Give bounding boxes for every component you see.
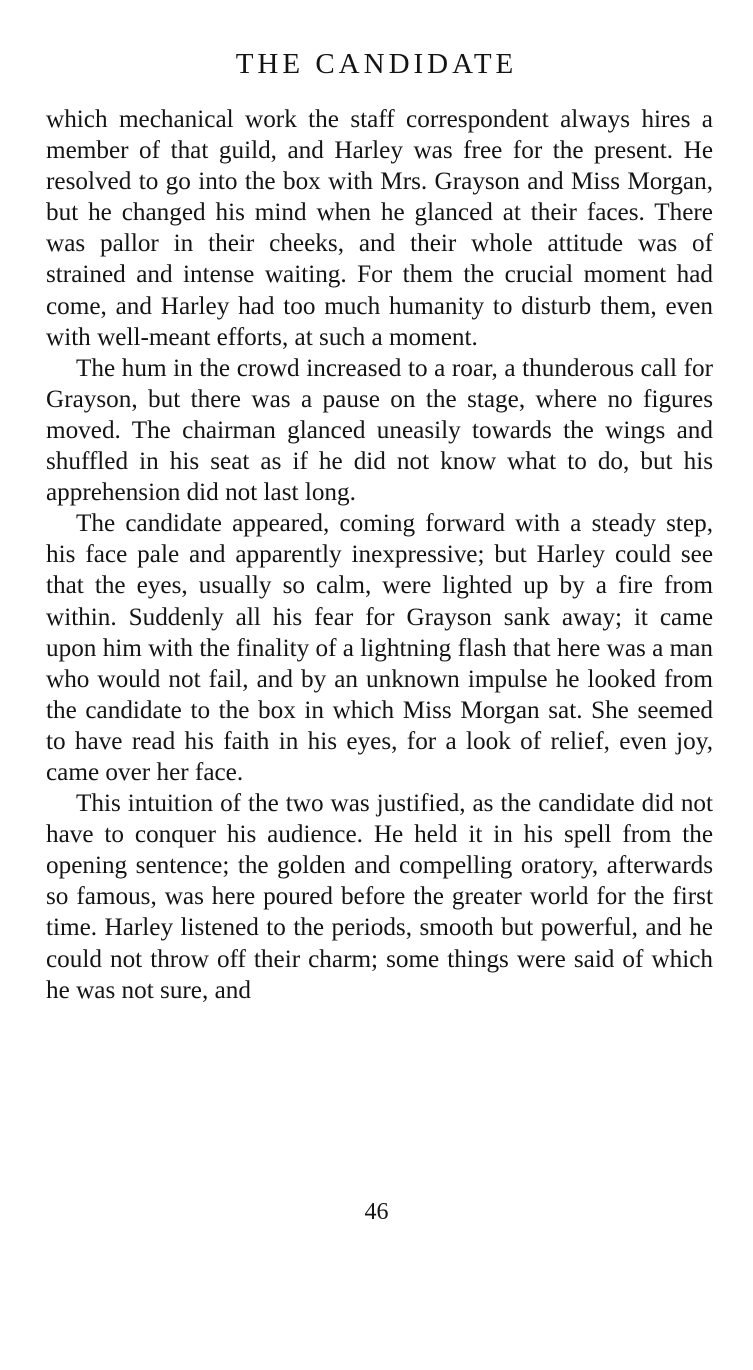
paragraph: This intuition of the two was justified, as the candidate did not have to conquer his audience. He held it in his spell from the opening sentence; the golden and compelling oratory, afterwards so famous, was here poured before the greater world for the first time. Harley listened to the periods, smooth but powerful, and he could not throw off their charm; some things were said of which he was not sure, and [46,790,713,1004]
paragraph: The hum in the crowd increased to a roar, a thunderous call for Grayson, but there was a pause on the stage, where no figures moved. The chairman glanced uneasily towards the wings and shuffled in his seat as if he did not know what to do, but his apprehension did not last long. [46,354,713,507]
body-text [46,104,713,1006]
paragraph: which mechanical work the staff correspondent always hires a member of that guild, and Harley was free for the present. He resolved to go into the box with Mrs. Grayson and Miss Morgan, but he changed his mind when he glanced at their faces. There was pallor in their cheeks, and their whole attitude was of strained and intense waiting. For them the crucial moment had come, and Harley had too much humanity to disturb them, even with well-meant efforts, at such a moment. [46,106,713,351]
paragraph: The candidate appeared, coming forward with a steady step, his face pale and apparently inexpressive; but Harley could see that the eyes, usually so calm, were lighted up by a fire from within. Suddenly all his fear for Grayson sank away; it came upon him with the finality of a lightning flash that here was a man who would not fail, and by an unknown impulse he looked from the candidate to the box in which Miss Morgan sat. She seemed to have read his faith in his eyes, for a look of relief, even joy, came over her face. [46,510,713,786]
running-title: THE CANDIDATE [235,48,518,80]
page-number: 46 [364,1199,389,1225]
